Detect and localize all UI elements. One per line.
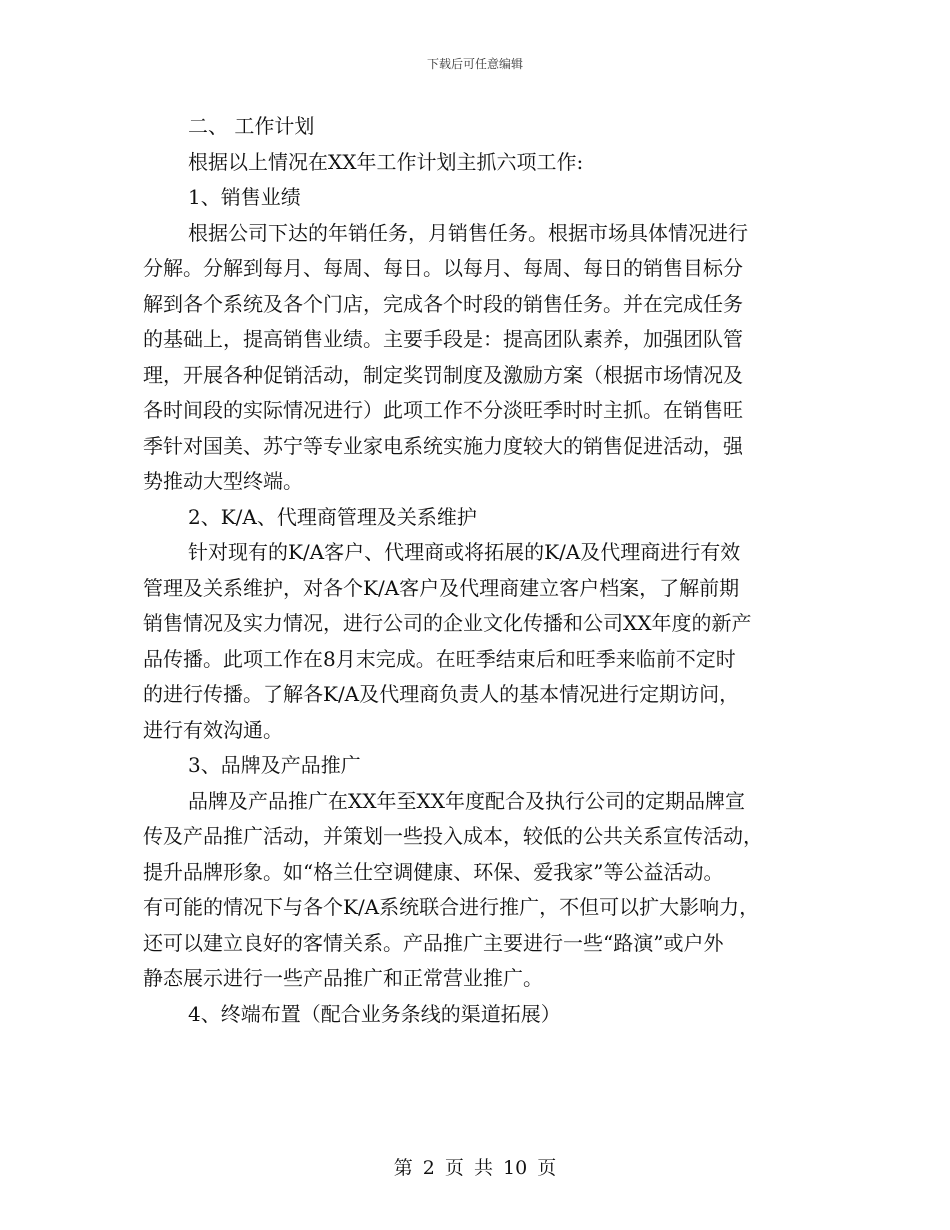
paragraph-line: 管理及关系维护，对各个K/A客户及代理商建立客户档案，了解前期	[143, 575, 740, 600]
subheading: 1、销售业绩	[188, 185, 301, 209]
paragraph-line: 根据公司下达的年销任务，月销售任务。根据市场具体情况进行	[188, 220, 748, 245]
subheading: 2、K/A、代理商管理及关系维护	[188, 504, 477, 529]
paragraph-line: 进行有效沟通。	[143, 717, 283, 742]
document-body	[143, 109, 803, 1032]
paragraph-line: 的进行传播。了解各K/A及代理商负责人的基本情况进行定期访问，	[143, 682, 740, 706]
paragraph-line: 提升品牌形象。如“格兰仕空调健康、环保、爱我家”等公益活动。	[143, 859, 724, 884]
paragraph-line: 品传播。此项工作在8月末完成。在旺季结束后和旺季来临前不定时	[143, 646, 736, 671]
paragraph-line: 针对现有的K/A客户、代理商或将拓展的K/A及代理商进行有效	[188, 540, 741, 564]
paragraph-line: 各时间段的实际情况进行）此项工作不分淡旺季时时主抓。在销售旺	[143, 398, 743, 422]
section-heading: 二、 工作计划	[188, 114, 315, 138]
paragraph-line: 根据以上情况在XX年工作计划主抓六项工作:	[188, 149, 584, 174]
paragraph-line: 理，开展各种促销活动，制定奖罚制度及激励方案（根据市场情况及	[143, 362, 743, 387]
paragraph-line: 有可能的情况下与各个K/A系统联合进行推广，不但可以扩大影响力，	[143, 895, 760, 919]
paragraph-line: 品牌及产品推广在XX年至XX年度配合及执行公司的定期品牌宣	[188, 788, 745, 813]
paragraph-line: 还可以建立良好的客情关系。产品推广主要进行一些“路演”或户外	[143, 930, 724, 955]
page-number-footer: 第 2 页 共 10 页	[393, 1157, 557, 1179]
page-header-note: 下载后可任意编辑	[426, 57, 523, 71]
paragraph-line: 静态展示进行一些产品推广和正常营业推广。	[143, 966, 543, 990]
paragraph-line: 季针对国美、苏宁等专业家电系统实施力度较大的销售促进活动，强	[143, 433, 743, 458]
paragraph-line: 的基础上，提高销售业绩。主要手段是：提高团队素养，加强团队管	[143, 327, 743, 351]
subheading: 4、终端布置（配合业务条线的渠道拓展）	[188, 1001, 561, 1026]
paragraph-line: 销售情况及实力情况，进行公司的企业文化传播和公司XX年度的新产	[143, 611, 752, 635]
paragraph-line: 势推动大型终端。	[143, 469, 303, 493]
paragraph-line: 解到各个系统及各个门店，完成各个时段的销售任务。并在完成任务	[143, 291, 743, 316]
paragraph-line: 传及产品推广活动，并策划一些投入成本，较低的公共关系宣传活动，	[143, 824, 763, 848]
paragraph-line: 分解。分解到每月、每周、每日。以每月、每周、每日的销售目标分	[143, 256, 743, 280]
subheading: 3、品牌及产品推广	[188, 753, 361, 777]
